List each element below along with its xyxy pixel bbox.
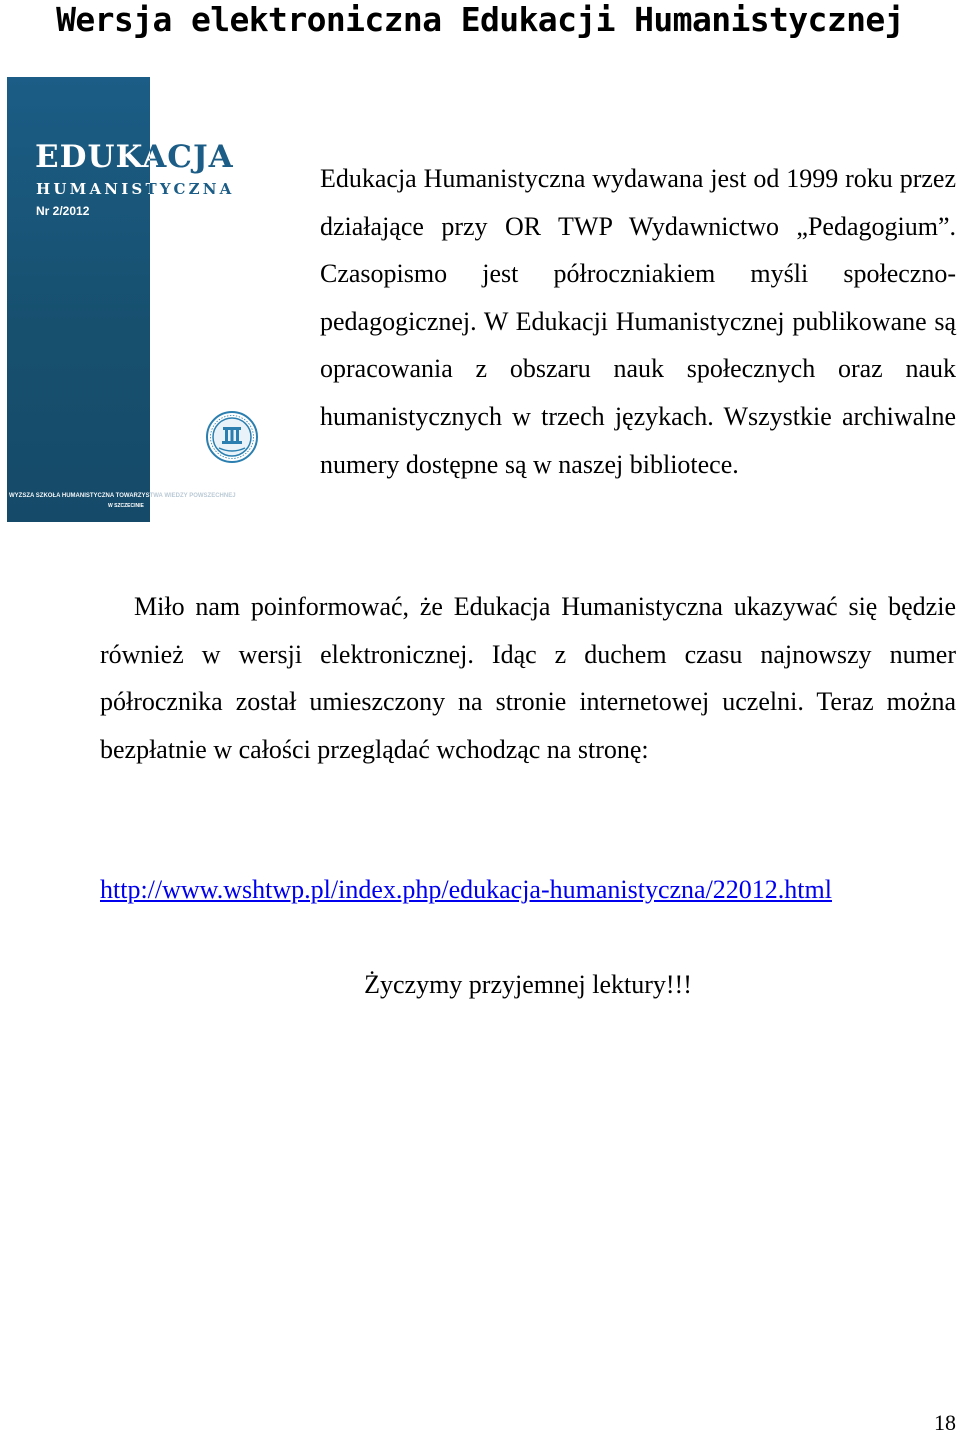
- cover-title: EDUKACJA: [35, 139, 234, 175]
- cover-publisher: WYŻSZA SZKOŁA HUMANISTYCZNA TOWARZYSTWA WIEDZY POWSZECHNEJ: [9, 492, 259, 500]
- university-seal-icon: [205, 410, 259, 464]
- closing-wish: Życzymy przyjemnej lektury!!!: [364, 970, 692, 999]
- info-paragraph: Miło nam poinformować, że Edukacja Humanistyczna ukazywać się będzie również w wersji elektronicznej. Idąc z duchem czasu najnowszy numer półrocznika został umieszczony na stronie internetowej uczelni. Teraz można bezpłatnie w całości przeglądać wchodząc na stronę:: [100, 592, 956, 764]
- page-number: 18: [934, 1410, 956, 1435]
- cover-publisher-city: W SZCZECINIE: [108, 503, 144, 509]
- journal-link[interactable]: http://www.wshtwp.pl/index.php/edukacja-humanistyczna/22012.html: [100, 875, 832, 904]
- intro-paragraph: Edukacja Humanistyczna wydawana jest od 1999 roku przez działające przy OR TWP Wydawnictwo „Pedagogium”. Czasopismo jest półroczniakiem myśli społeczno-pedagogicznej. W Edukacji Humanistycznej publikowane są opracowania z obszaru nauk społecznych oraz nauk humanistycznych w trzech językach. Wszystkie archiwalne numery dostępne są w naszej bibliotece.: [320, 164, 956, 479]
- cover-subtitle: HUMANISTYCZNA: [36, 180, 235, 198]
- cover-issue-number: Nr 2/2012: [36, 204, 90, 218]
- page-title: Wersja elektroniczna Edukacji Humanistycznej: [56, 0, 904, 39]
